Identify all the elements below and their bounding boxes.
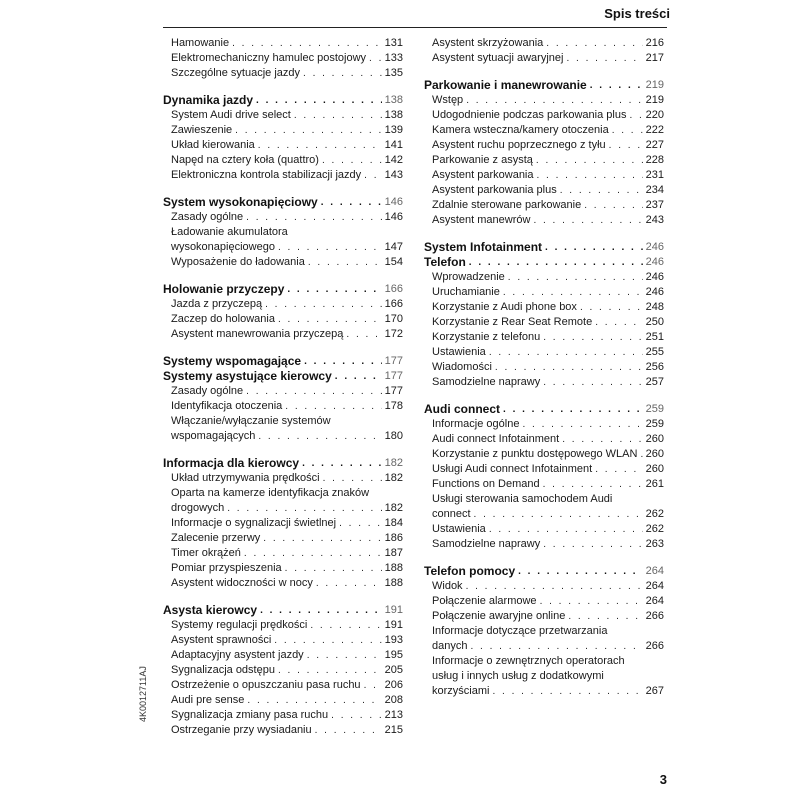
toc-chapter-heading[interactable]: Systemy wspomagające . . . 177 — [163, 354, 403, 369]
toc-entry[interactable]: Korzystanie z Audi phone box . . . 248 — [424, 300, 664, 315]
toc-entry[interactable]: Połączenie awaryjne online . . . 266 — [424, 609, 664, 624]
toc-section-heading[interactable]: Holowanie przyczepy . . . 166 — [163, 282, 403, 297]
toc-entry[interactable]: Wstęp . . . 219 — [424, 93, 664, 108]
toc-entry[interactable]: Asystent sytuacji awaryjnej . . . 217 — [424, 51, 664, 66]
toc-entry[interactable]: Napęd na cztery koła (quattro) . . . 142 — [163, 153, 403, 168]
toc-entry[interactable]: Asystent parkowania plus . . . 234 — [424, 183, 664, 198]
toc-entry[interactable]: Timer okrążeń . . . 187 — [163, 546, 403, 561]
toc-entry[interactable]: Kamera wsteczna/kamery otoczenia . . . 222 — [424, 123, 664, 138]
toc-entry[interactable]: Zaczep do holowania . . . 170 — [163, 312, 403, 327]
toc-entry[interactable]: Korzystanie z Rear Seat Remote . . . 250 — [424, 315, 664, 330]
toc-chapter-heading[interactable]: System Infotainment . . . 246 — [424, 240, 664, 255]
toc-entry[interactable]: Ostrzeżenie o opuszczaniu pasa ruchu . . . 206 — [163, 678, 403, 693]
toc-entry[interactable]: Informacje o sygnalizacji świetlnej . . . 184 — [163, 516, 403, 531]
toc-entry[interactable]: Audi pre sense . . . 208 — [163, 693, 403, 708]
toc-section-heading[interactable]: System wysokonapięciowy . . . 146 — [163, 195, 403, 210]
toc-entry[interactable]: Ostrzeganie przy wysiadaniu . . . 215 — [163, 723, 403, 738]
toc-entry[interactable]: Asystent skrzyżowania . . . 216 — [424, 36, 664, 51]
toc-entry[interactable]: Parkowanie z asystą . . . 228 — [424, 153, 664, 168]
toc-entry[interactable]: Identyfikacja otoczenia . . . 178 — [163, 399, 403, 414]
document-code: 4K0012711AJ — [138, 666, 148, 722]
toc-entry[interactable]: Samodzielne naprawy . . . 263 — [424, 537, 664, 552]
toc-entry[interactable]: Zdalnie sterowane parkowanie . . . 237 — [424, 198, 664, 213]
toc-entry[interactable]: Połączenie alarmowe . . . 264 — [424, 594, 664, 609]
toc-entry[interactable]: korzyściami . . . 267 — [424, 684, 664, 699]
toc-entry[interactable]: Udogodnienie podczas parkowania plus . . . 220 — [424, 108, 664, 123]
toc-entry-line: usług i innych usług z dodatkowymi — [432, 670, 604, 682]
toc-entry[interactable]: Wprowadzenie . . . 246 — [424, 270, 664, 285]
section-title: Spis treści — [604, 6, 670, 21]
toc-entry[interactable]: Korzystanie z punktu dostępowego WLAN . . . 260 — [424, 447, 664, 462]
toc-entry[interactable]: drogowych . . . 182 — [163, 501, 403, 516]
toc-section-heading[interactable]: Parkowanie i manewrowanie . . . 219 — [424, 78, 664, 93]
toc-section-heading[interactable]: Audi connect . . . 259 — [424, 402, 664, 417]
toc-entry[interactable]: Ustawienia . . . 262 — [424, 522, 664, 537]
toc-entry-line: Informacje dotyczące przetwarzania — [432, 625, 608, 637]
toc-entry[interactable]: Uruchamianie . . . 246 — [424, 285, 664, 300]
toc-entry[interactable]: Zawieszenie . . . 139 — [163, 123, 403, 138]
toc-entry[interactable]: Audi connect Infotainment . . . 260 — [424, 432, 664, 447]
toc-entry[interactable]: Asystent sprawności . . . 193 — [163, 633, 403, 648]
toc-entry[interactable]: Asystent manewrowania przyczepą . . . 172 — [163, 327, 403, 342]
toc-section-heading[interactable]: Asysta kierowcy . . . 191 — [163, 603, 403, 618]
toc-entry[interactable]: Korzystanie z telefonu . . . 251 — [424, 330, 664, 345]
header-divider — [163, 27, 667, 28]
toc-entry[interactable]: Asystent parkowania . . . 231 — [424, 168, 664, 183]
toc-entry[interactable]: Układ utrzymywania prędkości . . . 182 — [163, 471, 403, 486]
toc-entry[interactable]: Wiadomości . . . 256 — [424, 360, 664, 375]
toc-entry[interactable]: Jazda z przyczepą . . . 166 — [163, 297, 403, 312]
toc-entry[interactable]: Ustawienia . . . 255 — [424, 345, 664, 360]
toc-entry[interactable]: wysokonapięciowego . . . 147 — [163, 240, 403, 255]
toc-entry[interactable]: Hamowanie . . . 131 — [163, 36, 403, 51]
toc-entry[interactable]: Samodzielne naprawy . . . 257 — [424, 375, 664, 390]
toc-entry[interactable]: Wyposażenie do ładowania . . . 154 — [163, 255, 403, 270]
toc-entry[interactable]: System Audi drive select . . . 138 — [163, 108, 403, 123]
toc-entry-line: Oparta na kamerze identyfikacja znaków — [171, 487, 370, 499]
toc-entry[interactable]: Asystent manewrów . . . 243 — [424, 213, 664, 228]
toc-entry[interactable]: Szczególne sytuacje jazdy . . . 135 — [163, 66, 403, 81]
toc-entry[interactable]: Elektromechaniczny hamulec postojowy . . . 133 — [163, 51, 403, 66]
toc-entry-line: Informacje o zewnętrznych operatorach — [432, 655, 625, 667]
toc-entry[interactable]: Sygnalizacja zmiany pasa ruchu . . . 213 — [163, 708, 403, 723]
toc-entry[interactable]: Zasady ogólne . . . 146 — [163, 210, 403, 225]
toc-section-heading[interactable]: Systemy asystujące kierowcy . . . 177 — [163, 369, 403, 384]
toc-entry[interactable]: Sygnalizacja odstępu . . . 205 — [163, 663, 403, 678]
toc-entry[interactable]: Systemy regulacji prędkości . . . 191 — [163, 618, 403, 633]
toc-entry[interactable]: Functions on Demand . . . 261 — [424, 477, 664, 492]
toc-entry[interactable]: Pomiar przyspieszenia . . . 188 — [163, 561, 403, 576]
toc-section-heading[interactable]: Dynamika jazdy . . . 138 — [163, 93, 403, 108]
toc-entry[interactable]: danych . . . 266 — [424, 639, 664, 654]
toc-entry[interactable]: Informacje ogólne . . . 259 — [424, 417, 664, 432]
toc-entry-line: Włączanie/wyłączanie systemów — [171, 415, 331, 427]
page-number: 3 — [659, 772, 667, 787]
toc-entry[interactable]: Układ kierowania . . . 141 — [163, 138, 403, 153]
toc-entry[interactable]: Asystent widoczności w nocy . . . 188 — [163, 576, 403, 591]
toc-entry[interactable]: Usługi Audi connect Infotainment . . . 260 — [424, 462, 664, 477]
toc-entry[interactable]: Widok . . . 264 — [424, 579, 664, 594]
toc-entry[interactable]: Zalecenie przerwy . . . 186 — [163, 531, 403, 546]
toc-entry[interactable]: Adaptacyjny asystent jazdy . . . 195 — [163, 648, 403, 663]
toc-entry-line: Usługi sterowania samochodem Audi — [432, 493, 613, 505]
toc-section-heading[interactable]: Telefon . . . 246 — [424, 255, 664, 270]
toc-column-left — [163, 36, 403, 738]
toc-entry[interactable]: connect . . . 262 — [424, 507, 664, 522]
toc-entry[interactable]: wspomagających . . . 180 — [163, 429, 403, 444]
toc-entry[interactable]: Elektroniczna kontrola stabilizacji jazdy . . . 143 — [163, 168, 403, 183]
toc-entry[interactable]: Asystent ruchu poprzecznego z tyłu . . . 227 — [424, 138, 664, 153]
toc-section-heading[interactable]: Telefon pomocy . . . 264 — [424, 564, 664, 579]
toc-entry[interactable]: Zasady ogólne . . . 177 — [163, 384, 403, 399]
toc-entry-line: Ładowanie akumulatora — [171, 226, 288, 238]
toc-column-right — [424, 36, 664, 699]
toc-section-heading[interactable]: Informacja dla kierowcy . . . 182 — [163, 456, 403, 471]
